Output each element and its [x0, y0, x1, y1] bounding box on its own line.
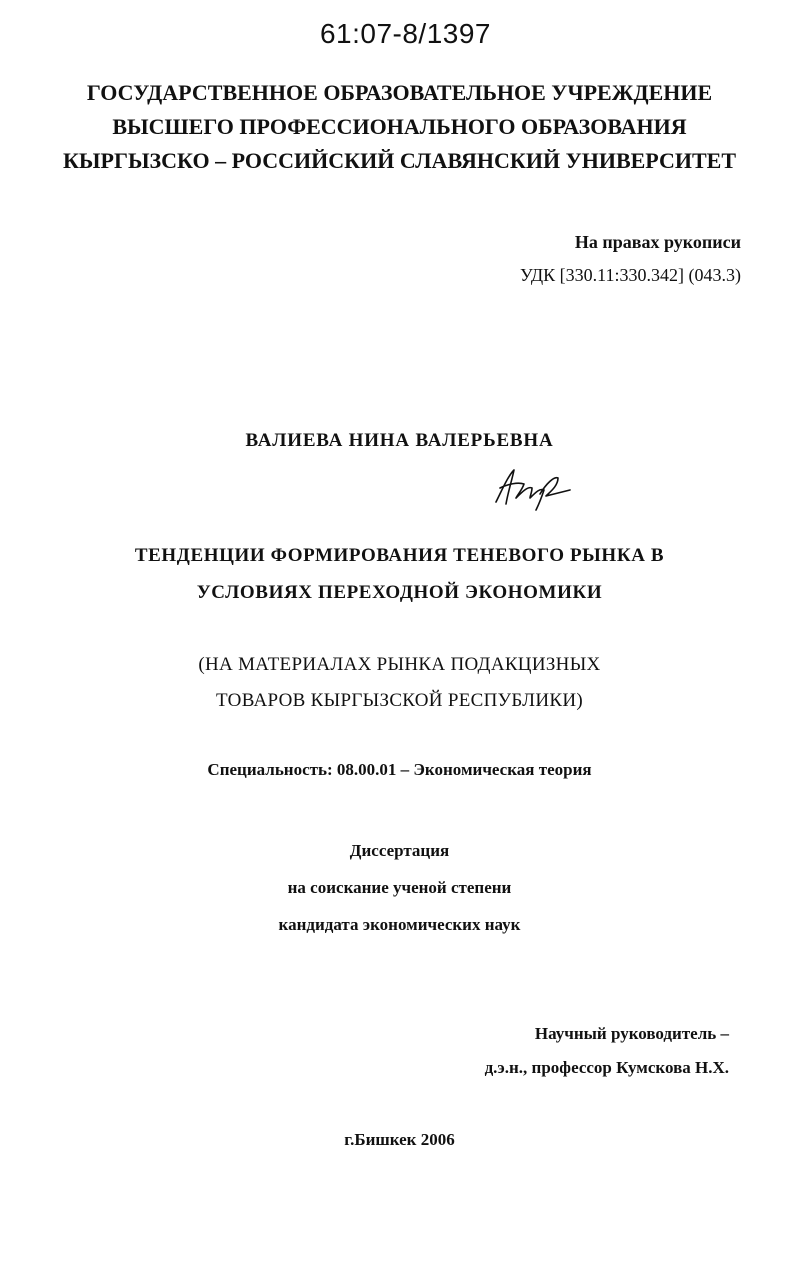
institution-line-2: ВЫСШЕГО ПРОФЕССИОНАЛЬНОГО ОБРАЗОВАНИЯ — [112, 114, 687, 139]
title-line-2: УСЛОВИЯХ ПЕРЕХОДНОЙ ЭКОНОМИКИ — [196, 582, 603, 603]
manuscript-rights-label: На правах рукописи — [574, 232, 741, 252]
subtitle-line-1: (НА МАТЕРИАЛАХ РЫНКА ПОДАКЦИЗНЫХ — [198, 654, 601, 675]
supervisor-name: д.э.н., профессор Кумскова Н.Х. — [484, 1058, 729, 1077]
library-stamp-code: 61:07-8/1397 — [319, 18, 492, 49]
institution-line-1: ГОСУДАРСТВЕННОЕ ОБРАЗОВАТЕЛЬНОЕ УЧРЕЖДЕНИЕ — [86, 80, 713, 105]
city-year: г.Бишкек 2006 — [344, 1130, 455, 1149]
degree-line-2: на соискание ученой степени — [287, 878, 512, 897]
specialty-line: Специальность: 08.00.01 – Экономическая теория — [207, 760, 592, 779]
dissertation-subtitle — [0, 647, 799, 719]
institution-header — [0, 76, 799, 178]
dissertation-title — [0, 537, 799, 611]
supervisor-block — [485, 1017, 729, 1085]
udc-code: УДК [330.11:330.342] (043.3) — [519, 265, 741, 285]
handwritten-signature — [488, 462, 578, 514]
degree-block — [0, 832, 799, 943]
degree-line-3: кандидата экономических наук — [278, 915, 521, 934]
title-line-1: ТЕНДЕНЦИИ ФОРМИРОВАНИЯ ТЕНЕВОГО РЫНКА В — [134, 545, 665, 566]
degree-line-1: Диссертация — [349, 841, 450, 860]
author-name: ВАЛИЕВА НИНА ВАЛЕРЬЕВНА — [245, 430, 554, 451]
supervisor-label: Научный руководитель – — [534, 1024, 729, 1043]
institution-line-3: КЫРГЫЗСКО – РОССИЙСКИЙ СЛАВЯНСКИЙ УНИВЕРСИТЕТ — [62, 148, 737, 173]
subtitle-line-2: ТОВАРОВ КЫРГЫЗСКОЙ РЕСПУБЛИКИ) — [216, 690, 583, 711]
rights-block — [520, 226, 741, 292]
